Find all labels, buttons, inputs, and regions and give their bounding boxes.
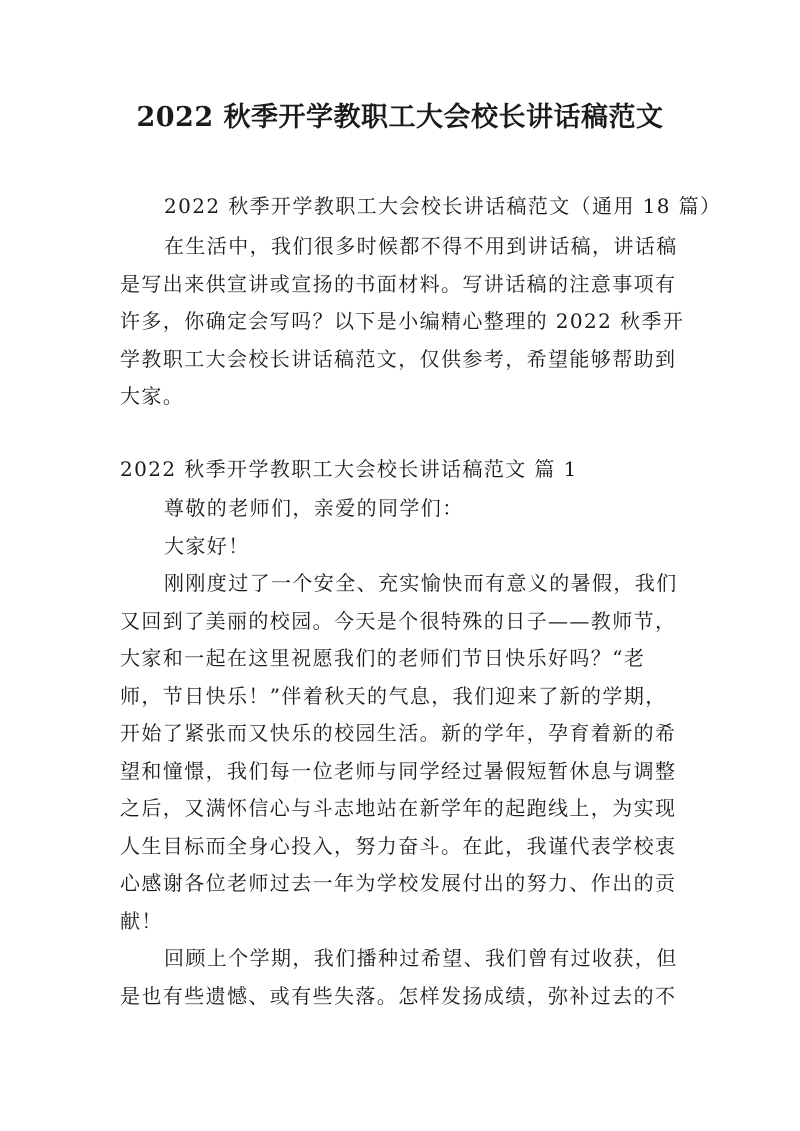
paragraph-line: 之后，又满怀信心与斗志地站在新学年的起跑线上，为实现 [120, 796, 677, 820]
paragraph-line: 望和憧憬，我们每一位老师与同学经过暑假短暂休息与调整 [120, 759, 677, 783]
paragraph-line: 人生目标而全身心投入，努力奋斗。在此，我谨代表学校衷 [120, 834, 677, 858]
intro-line: 在生活中，我们很多时候都不得不用到讲话稿，讲话稿 [164, 234, 678, 258]
intro-line: 大家。 [120, 384, 185, 408]
intro-line: 学教职工大会校长讲话稿范文，仅供参考，希望能够帮助到 [120, 347, 677, 371]
greeting: 大家好！ [164, 534, 250, 558]
paragraph-line: 开始了紧张而又快乐的校园生活。新的学年，孕育着新的希 [120, 721, 677, 745]
paragraph-line: 心感谢各位老师过去一年为学校发展付出的努力、作出的贡 [120, 871, 677, 895]
intro-subtitle: 2022 秋季开学教职工大会校长讲话稿范文（通用 18 篇） [164, 194, 722, 218]
paragraph-line: 回顾上个学期，我们播种过希望、我们曾有过收获，但 [164, 946, 678, 970]
salutation: 尊敬的老师们，亲爱的同学们： [164, 496, 464, 520]
paragraph-line: 大家和一起在这里祝愿我们的老师们节日快乐好吗？“老 [120, 646, 646, 670]
paragraph-line: 是也有些遗憾、或有些失落。怎样发扬成绩，弥补过去的不 [120, 984, 677, 1008]
intro-line: 是写出来供宣讲或宣扬的书面材料。写讲话稿的注意事项有 [120, 272, 677, 296]
paragraph-line: 献！ [120, 909, 163, 933]
paragraph-line: 刚刚度过了一个安全、充实愉快而有意义的暑假，我们 [164, 571, 678, 595]
section-heading: 2022 秋季开学教职工大会校长讲话稿范文 篇 1 [120, 457, 578, 481]
paragraph-line: 师，节日快乐！”伴着秋天的气息，我们迎来了新的学期， [120, 684, 667, 708]
document-title: 2022 秋季开学教职工大会校长讲话稿范文 [136, 102, 664, 133]
paragraph-line: 又回到了美丽的校园。今天是个很特殊的日子——教师节， [120, 609, 677, 633]
intro-line: 许多，你确定会写吗？以下是小编精心整理的 2022 秋季开 [120, 309, 685, 333]
